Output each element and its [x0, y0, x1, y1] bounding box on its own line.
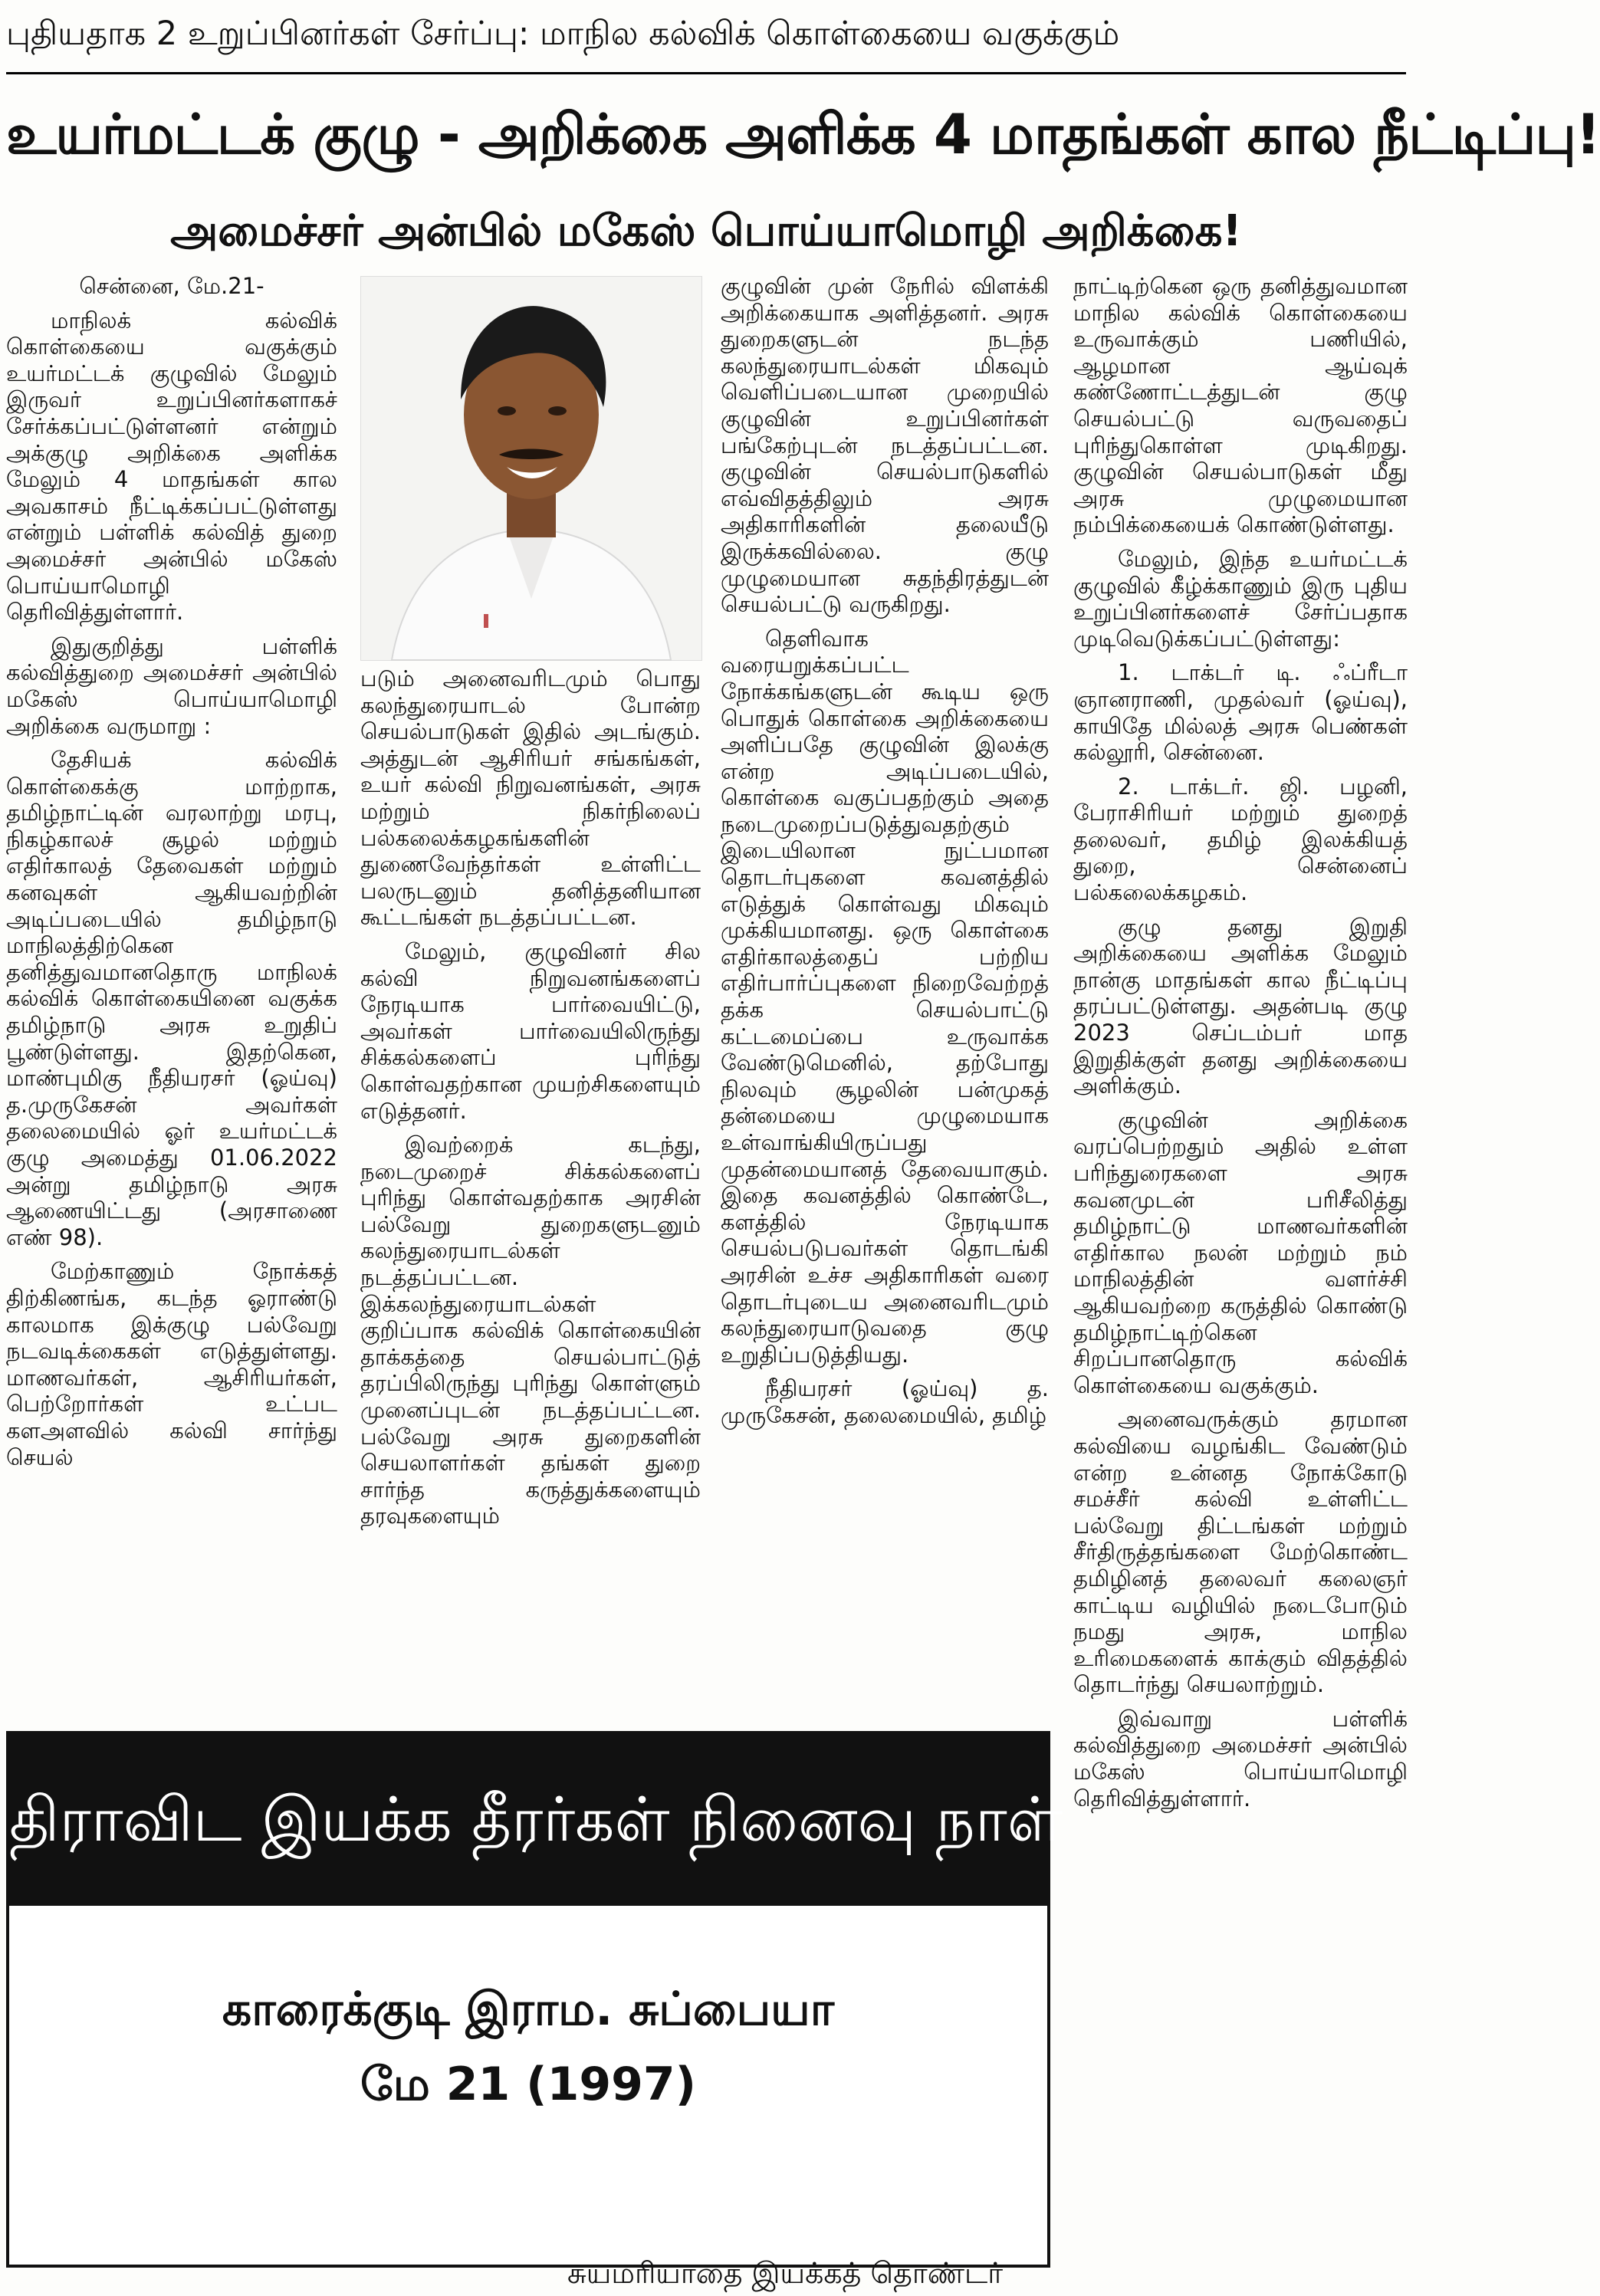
paragraph: மேலும், இந்த உயர்மட்டக் குழுவில் கீழ்க்காணும் இரு புதிய உறுப்பினர்களைச் சேர்ப்பதாக முடிவெடுக்கப்பட்டுள்ளது:	[1073, 545, 1408, 652]
banner-heading: திராவிட இயக்க தீரர்கள் நினைவு நாள்	[9, 1734, 1047, 1906]
paragraph: மேற்காணும் நோக்கத் திற்கிணங்க, கடந்த ஓராண்டு காலமாக இக்குழு பல்வேறு நடவடிக்கைகள் எடுத்துள்ளது. மாணவர்கள், ஆசிரியர்கள், பெற்றோர்கள் உட்பட களஅளவில் கல்வி சார்ந்து செயல்	[6, 1258, 337, 1470]
kicker-line: புதியதாக 2 உறுப்பினர்கள் சேர்ப்பு: மாநில கல்விக் கொள்கையை வகுக்கும்	[6, 3, 1406, 74]
headline: உயர்மட்டக் குழு - அறிக்கை அளிக்க 4 மாதங்கள் கால நீட்டிப்பு!	[6, 102, 1600, 166]
memorial-banner	[6, 1731, 1063, 2268]
footer-cut-text: சுயமரியாதை இயக்கத் தொண்டர்	[567, 2256, 1004, 2290]
member-item: 1. டாக்டர் டி. ஃப்ரீடா ஞானராணி, முதல்வர் (ஓய்வு), காயிதே மில்லத் அரசு பெண்கள் கல்லூரி, சென்னை.	[1073, 659, 1408, 766]
paragraph: இவ்வாறு பள்ளிக் கல்வித்துறை அமைச்சர் அன்பில் மகேஸ் பொய்யாமொழி தெரிவித்துள்ளார்.	[1073, 1705, 1408, 1812]
paragraph: மேலும், குழுவினர் சில கல்வி நிறுவனங்களைப் நேரடியாக பார்வையிட்டு, அவர்கள் பார்வையிலிருந்து சிக்கல்களைப் புரிந்து கொள்வதற்கான முயற்சிகளையும் எடுத்தனர்.	[360, 938, 701, 1124]
paragraph: படும் அனைவரிடமும் பொது கலந்துரையாடல் போன்ற செயல்பாடுகள் இதில் அடங்கும். அத்துடன் ஆசிரியர் சங்கங்கள், உயர் கல்வி நிறுவனங்கள், அரசு மற்றும் நிகர்நிலைப் பல்கலைக்கழகங்களின் துணைவேந்தர்கள் உள்ளிட்ட பலருடனும் தனித்தனியான கூட்டங்கள் நடத்தப்பட்டன.	[360, 665, 701, 931]
article-column-4	[1073, 273, 1408, 2260]
dateline: சென்னை, மே.21-	[79, 273, 264, 299]
paragraph: மாநிலக் கல்விக் கொள்கையை வகுக்கும் உயர்மட்டக் குழுவில் மேலும் இருவர் உறுப்பினர்களாகச் சேர்க்கப்பட்டுள்ளனர் என்றும் அக்குழு அறிக்கை அளிக்க மேலும் 4 மாதங்கள் கால அவகாசம் நீட்டிக்கப்பட்டுள்ளது என்றும் பள்ளிக் கல்வித் துறை அமைச்சர் அன்பில் மகேஸ் பொய்யாமொழி தெரிவித்துள்ளார்.	[6, 307, 337, 626]
paragraph: இவற்றைக் கடந்து, நடைமுறைச் சிக்கல்களைப் புரிந்து கொள்வதற்காக அரசின் பல்வேறு துறைகளுடனும் கலந்துரையாடல்கள் நடத்தப்பட்டன. இக்கலந்துரையாடல்கள் குறிப்பாக கல்விக் கொள்கையின் தாக்கத்தை செயல்பாட்டுத் தரப்பிலிருந்து புரிந்து கொள்ளும் முனைப்புடன் நடத்தப்பட்டன. பல்வேறு அரசு துறைகளின் செயலாளர்கள் தங்கள் துறை சார்ந்த கருத்துக்களையும் தரவுகளையும்	[360, 1132, 701, 1529]
article-column-3	[721, 273, 1049, 1716]
article-column-1	[6, 273, 337, 1714]
banner-date: மே 21 (1997)	[360, 2058, 696, 2111]
paragraph: அனைவருக்கும் தரமான கல்வியை வழங்கிட வேண்டும் என்ற உன்னத நோக்கோடு சமச்சீர் கல்வி உள்ளிட்ட பல்வேறு திட்டங்கள் மற்றும் சீர்திருத்தங்களை மேற்கொண்ட தமிழினத் தலைவர் கலைஞர் காட்டிய வழியில் நடைபோடும் நமது அரசு, மாநில உரிமைகளைக் காக்கும் விதத்தில் தொடர்ந்து செயலாற்றும்.	[1073, 1406, 1408, 1698]
paragraph: குழு தனது இறுதி அறிக்கையை அளிக்க மேலும் நான்கு மாதங்கள் கால நீட்டிப்பு தரப்பட்டுள்ளது. அதன்படி குழு 2023 செப்டம்பர் மாத இறுதிக்குள் தனது அறிக்கையை அளிக்கும்.	[1073, 913, 1408, 1099]
subheadline: அமைச்சர் அன்பில் மகேஸ் பொய்யாமொழி அறிக்கை!	[170, 206, 1242, 256]
paragraph: இதுகுறித்து பள்ளிக் கல்வித்துறை அமைச்சர் அன்பில் மகேஸ் பொய்யாமொழி அறிக்கை வருமாறு :	[6, 632, 337, 739]
paragraph: குழுவின் அறிக்கை வரப்பெற்றதும் அதில் உள்ள பரிந்துரைகளை அரசு கவனமுடன் பரிசீலித்து தமிழ்நாட்டு மாணவர்களின் எதிர்கால நலன் மற்றும் நம் மாநிலத்தின் வளர்ச்சி ஆகியவற்றை கருத்தில் கொண்டு தமிழ்நாட்டிற்கென சிறப்பானதொரு கல்விக் கொள்கையை வகுக்கும்.	[1073, 1106, 1408, 1398]
article-column-2	[360, 665, 701, 1716]
member-item: 2. டாக்டர். ஜி. பழனி, பேராசிரியர் மற்றும் துறைத் தலைவர், தமிழ் இலக்கியத் துறை, சென்னைப் பல்கலைக்கழகம்.	[1073, 773, 1408, 906]
paragraph: நாட்டிற்கென ஒரு தனித்துவமான மாநில கல்விக் கொள்கையை உருவாக்கும் பணியில், ஆழமான ஆய்வுக் கண்ணோட்டத்துடன் குழு செயல்பட்டு வருவதைப் புரிந்துகொள்ள முடிகிறது. குழுவின் செயல்பாடுகள் மீது அரசு முழுமையான நம்பிக்கையைக் கொண்டுள்ளது.	[1073, 273, 1408, 538]
paragraph: தேசியக் கல்விக் கொள்கைக்கு மாற்றாக, தமிழ்நாட்டின் வரலாற்று மரபு, நிகழ்காலச் சூழல் மற்றும் எதிர்காலத் தேவைகள் மற்றும் கனவுகள் ஆகியவற்றின் அடிப்படையில் தமிழ்நாடு மாநிலத்திற்கென தனித்துவமானதொரு மாநிலக் கல்விக் கொள்கையினை வகுக்க தமிழ்நாடு அரசு உறுதிப் பூண்டுள்ளது. இதற்கென, மாண்புமிகு நீதியரசர் (ஓய்வு) த.முருகேசன் அவர்கள் தலைமையில் ஓர் உயர்மட்டக் குழு அமைத்து 01.06.2022 அன்று தமிழ்நாடு அரசு ஆணையிட்டது (அரசாணை எண் 98).	[6, 747, 337, 1250]
banner-name: காரைக்குடி இராம. சுப்பையா	[222, 1982, 835, 2036]
minister-photo	[360, 276, 702, 661]
paragraph: தெளிவாக வரையறுக்கப்பட்ட நோக்கங்களுடன் கூடிய ஒரு பொதுக் கொள்கை அறிக்கையை அளிப்பதே குழுவின் இலக்கு என்ற அடிப்படையில், கொள்கை வகுப்பதற்கும் அதை நடைமுறைப்படுத்துவதற்கும் இடையிலான நுட்பமான தொடர்புகளை கவனத்தில் எடுத்துக் கொள்வது மிகவும் முக்கியமானது. ஒரு கொள்கை எதிர்காலத்தைப் பற்றிய எதிர்பார்ப்புகளை நிறைவேற்றத் தக்க செயல்பாட்டு கட்டமைப்பை உருவாக்க வேண்டுமெனில், தற்போது நிலவும் சூழலின் பன்முகத் தன்மையை முழுமையாக உள்வாங்கியிருப்பது முதன்மையானத் தேவையாகும். இதை கவனத்தில் கொண்டே, களத்தில் நேரடியாக செயல்படுபவர்கள் தொடங்கி அரசின் உச்ச அதிகாரிகள் வரை தொடர்புடைய அனைவரிடமும் கலந்துரையாடுவதை குழு உறுதிப்படுத்தியது.	[721, 625, 1049, 1368]
paragraph: குழுவின் முன் நேரில் விளக்கி அறிக்கையாக அளித்தனர். அரசு துறைகளுடன் நடந்த கலந்துரையாடல்கள் மிகவும் வெளிப்படையான முறையில் குழுவின் உறுப்பினர்கள் பங்கேற்புடன் நடத்தப்பட்டன. குழுவின் செயல்பாடுகளில் எவ்விதத்திலும் அரசு அதிகாரிகளின் தலையீடு இருக்கவில்லை. குழு முழுமையான சுதந்திரத்துடன் செயல்பட்டு வருகிறது.	[721, 273, 1049, 618]
portrait-image	[361, 277, 701, 660]
paragraph: நீதியரசர் (ஓய்வு) த. முருகேசன், தலைமையில், தமிழ்	[721, 1375, 1049, 1428]
